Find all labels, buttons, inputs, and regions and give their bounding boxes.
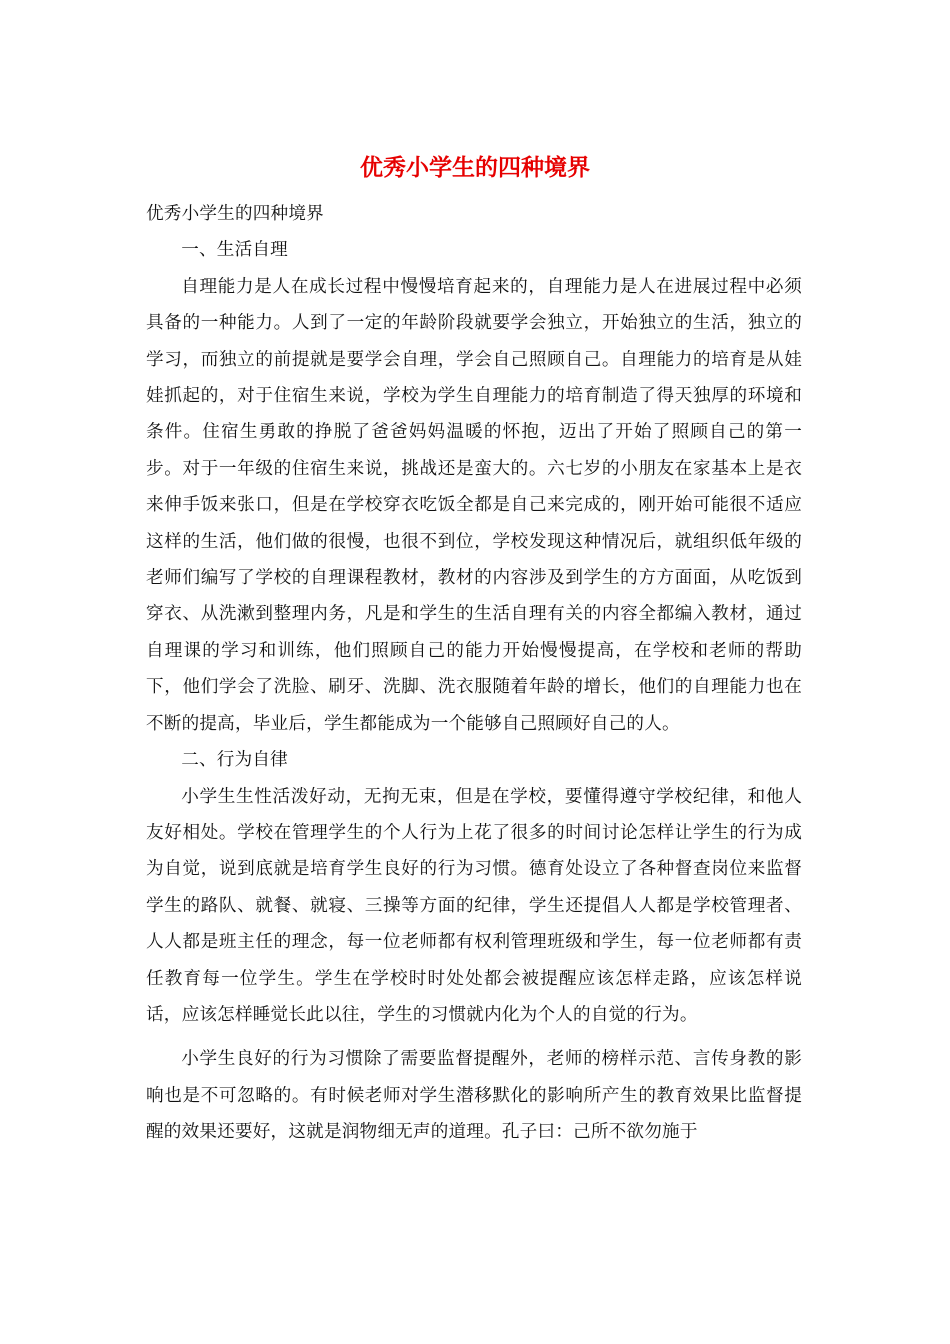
section-paragraph-3: 小学生良好的行为习惯除了需要监督提醒外，老师的榜样示范、言传身教的影响也是不可忽略的。有时候老师对学生潜移默化的影响所产生的教育效果比监督提醒的效果还要好，这就是润物细无声的道理。孔子曰：己所不欲勿施于: [146, 1049, 802, 1143]
section-heading-1: 一、生活自理: [181, 240, 288, 261]
document-title: 优秀小学生的四种境界: [360, 154, 590, 181]
document-subtitle: 优秀小学生的四种境界: [146, 204, 324, 224]
section-paragraph-2: 小学生生性活泼好动，无拘无束，但是在学校，要懂得遵守学校纪律，和他人友好相处。学校在管理学生的个人行为上花了很多的时间讨论怎样让学生的行为成为自觉，说到底就是培育学生良好的行为习惯。德育处设立了各种督查岗位来监督学生的路队、就餐、就寝、三操等方面的纪律，学生还提倡人人都是学校管理者、人人都是班主任的理念，每一位老师都有权利管理班级和学生，每一位老师都有责任教育每一位学生。学生在学校时时处处都会被提醒应该怎样走路，应该怎样说话，应该怎样睡觉长此以往，学生的习惯就内化为个人的自觉的行为。: [146, 786, 802, 1025]
section-heading-2: 二、行为自律: [181, 750, 288, 771]
section-paragraph-1: 自理能力是人在成长过程中慢慢培育起来的，自理能力是人在进展过程中必须具备的一种能力。人到了一定的年龄阶段就要学会独立，开始独立的生活，独立的学习，而独立的前提就是要学会自理，学会自己照顾自己。自理能力的培育是从娃娃抓起的，对于住宿生来说，学校为学生自理能力的培育制造了得天独厚的环境和条件。住宿生勇敢的挣脱了爸爸妈妈温暖的怀抱，迈出了开始了照顾自己的第一步。对于一年级的住宿生来说，挑战还是蛮大的。六七岁的小朋友在家基本上是衣来伸手饭来张口，但是在学校穿衣吃饭全都是自己来完成的，刚开始可能很不适应这样的生活，他们做的很慢，也很不到位，学校发现这种情况后，就组织低年级的老师们编写了学校的自理课程教材，教材的内容涉及到学生的方方面面，从吃饭到穿衣、从洗漱到整理内务，凡是和学生的生活自理有关的内容全都编入教材，通过自理课的学习和训练，他们照顾自己的能力开始慢慢提高，在学校和老师的帮助下，他们学会了洗脸、刷牙、洗脚、洗衣服随着年龄的增长，他们的自理能力也在不断的提高，毕业后，学生都能成为一个能够自己照顾好自己的人。: [146, 276, 802, 734]
document-body: [146, 196, 802, 1151]
